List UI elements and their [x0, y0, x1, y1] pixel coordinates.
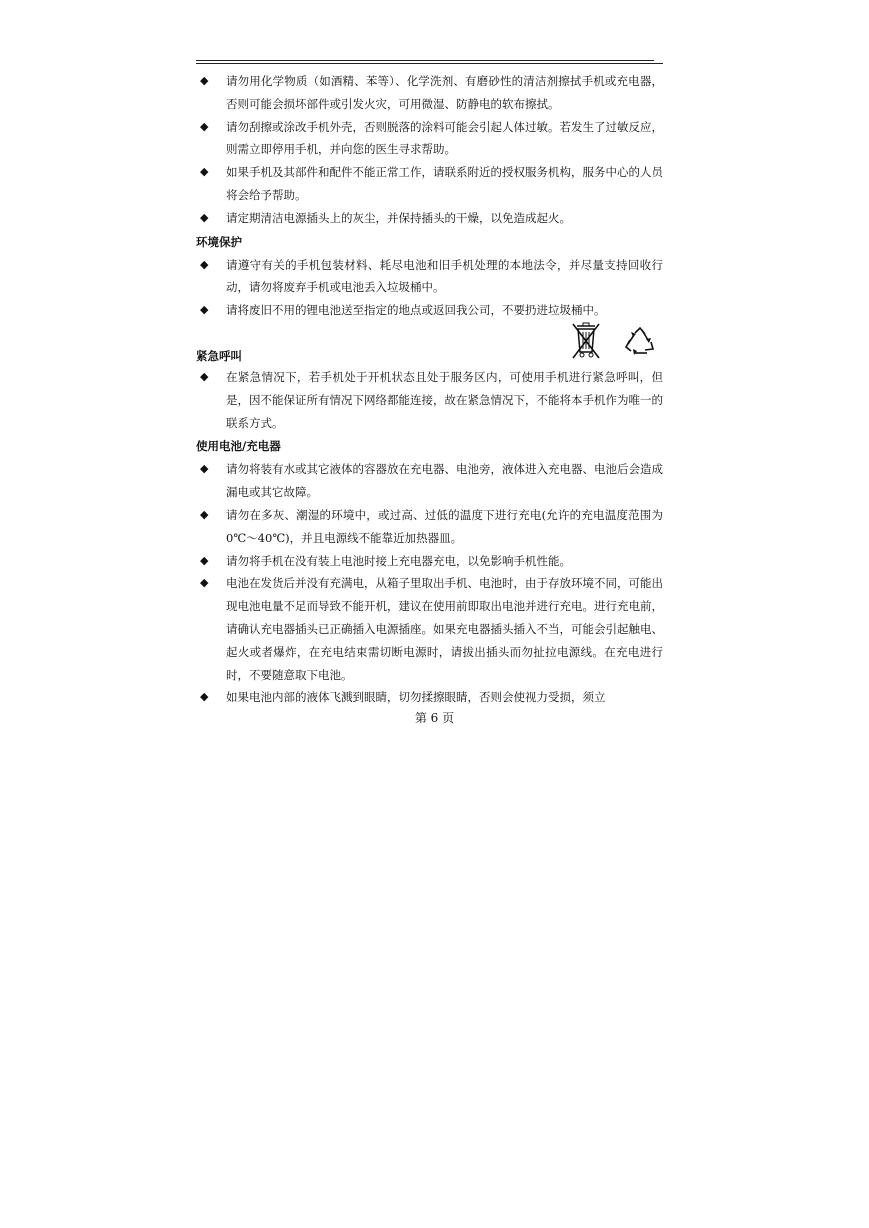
list-item [196, 572, 663, 686]
care-section [196, 70, 663, 230]
list-item-text: 电池在发货后并没有充满电，从箱子里取出手机、电池时，由于存放环境不同，可能出现电池电量不足而导致不能开机，建议在使用前即取出电池并进行充电。进行充电前，请确认充电器插头已正确插入电源插座。如果充电器插头插入不当，可能会引起触电、起火或者爆炸，在充电结束需切断电源时，请拔出插头而勿扯拉电源线。在充电进行时，不要随意取下电池。 [226, 576, 663, 682]
list-item-text: 请勿将装有水或其它液体的容器放在充电器、电池旁，液体进入充电器、电池后会造成漏电或其它故障。 [226, 462, 663, 500]
list-item [196, 70, 663, 116]
bullet-icon: ◆ [200, 303, 209, 317]
bullet-icon: ◆ [200, 369, 209, 383]
header-rule-thick [196, 63, 663, 64]
list-item-text: 在紧急情况下，若手机处于开机状态且处于服务区内，可使用手机进行紧急呼叫，但是，因不能保证所有情况下网络都能连接，故在紧急情况下，不能将本手机作为唯一的联系方式。 [226, 369, 663, 430]
emergency-heading-row [196, 322, 663, 366]
list-item-text: 请将废旧不用的锂电池送至指定的地点或返回我公司，不要扔进垃圾桶中。 [226, 303, 606, 318]
list-item-text: 如果手机及其部件和配件不能正常工作，请联系附近的授权服务机构，服务中心的人员将会给予帮助。 [226, 165, 663, 202]
recycling-icons [571, 322, 655, 360]
bullet-icon: ◆ [200, 507, 209, 521]
emergency-heading: 紧急呼叫 [196, 348, 242, 363]
crossed-bin-icon [571, 322, 601, 360]
list-item-text: 如果电池内部的液体飞溅到眼睛，切勿揉擦眼睛，否则会使视力受损，须立 [226, 690, 606, 705]
list-item [196, 116, 663, 162]
header-rule-thin [196, 60, 654, 61]
list-item [196, 366, 663, 434]
bullet-icon: ◆ [200, 165, 209, 179]
env-heading: 环境保护 [196, 234, 242, 249]
list-item [196, 161, 663, 207]
battery-heading: 使用电池/充电器 [196, 439, 281, 454]
list-item [196, 299, 663, 322]
bullet-icon: ◆ [200, 119, 209, 133]
list-item [196, 550, 663, 573]
list-item-text: 请勿将手机在没有装上电池时接上充电器充电，以免影响手机性能。 [226, 553, 571, 568]
emergency-section [196, 366, 663, 434]
env-section [196, 254, 663, 322]
list-item-text: 请勿在多灰、潮湿的环境中，或过高、过低的温度下进行充电(允许的充电温度范围为 0℃～40℃)，并且电源线不能靠近加热器皿。 [226, 507, 663, 545]
list-item [196, 686, 663, 709]
list-item-text: 请勿刮擦或涂改手机外壳，否则脱落的涂料可能会引起人体过敏。若发生了过敏反应，则需立即停用手机，并向您的医生寻求帮助。 [226, 119, 663, 157]
recycle-icon [625, 327, 655, 355]
bullet-icon: ◆ [200, 576, 209, 590]
list-item [196, 504, 663, 550]
bullet-icon: ◆ [200, 257, 209, 271]
list-item [196, 254, 663, 300]
list-item [196, 458, 663, 504]
list-item-text: 请勿用化学物质（如酒精、苯等）、化学洗剂、有磨砂性的清洁剂擦拭手机或充电器，否则可能会损坏部件或引发火灾，可用微湿、防静电的软布擦拭。 [226, 74, 663, 111]
bullet-icon: ◆ [200, 690, 209, 704]
page-number: 第 6 页 [414, 711, 455, 725]
list-item [196, 207, 663, 230]
battery-section [196, 458, 663, 709]
bullet-icon: ◆ [200, 210, 209, 224]
bullet-icon: ◆ [200, 74, 209, 87]
bullet-icon: ◆ [200, 462, 209, 476]
page-content [196, 70, 663, 709]
list-item-text: 请遵守有关的手机包装材料、耗尽电池和旧手机处理的本地法令，并尽量支持回收行动，请勿将废弃手机或电池丢入垃圾桶中。 [226, 257, 663, 295]
list-item-text: 请定期清洁电源插头上的灰尘，并保持插头的干燥，以免造成起火。 [226, 210, 571, 225]
bullet-icon: ◆ [200, 553, 209, 567]
